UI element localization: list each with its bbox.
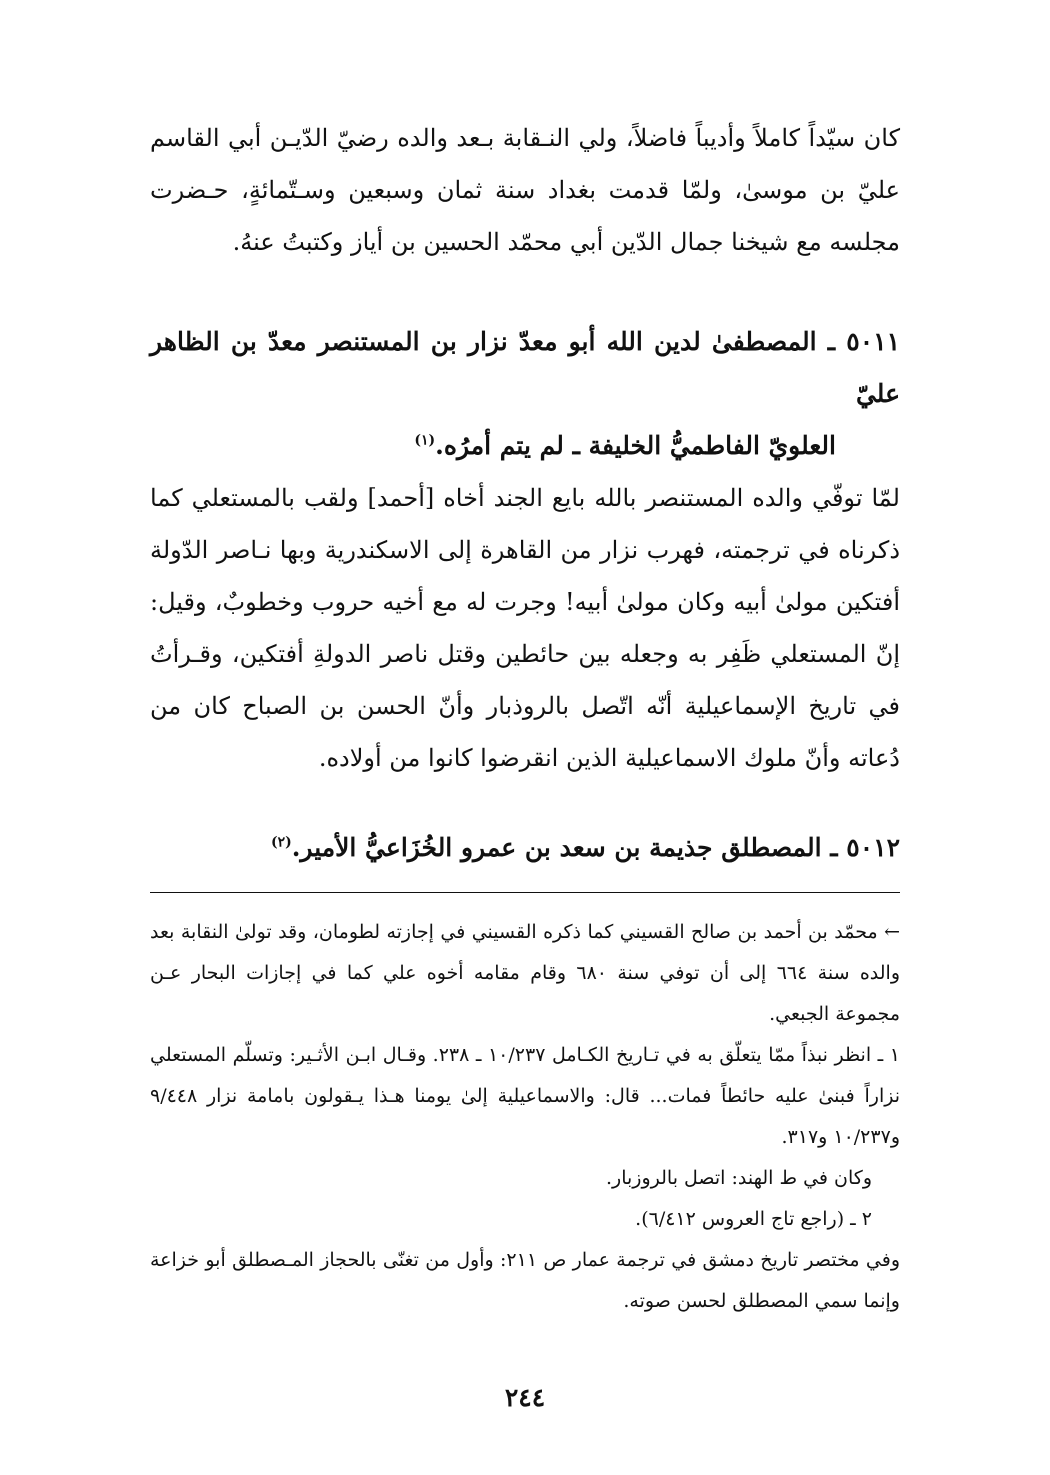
spacer [150, 784, 900, 822]
footnote-divider [150, 892, 900, 893]
intro-paragraph: كان سيّداً كاملاً وأديباً فاضلاً، ولي النـقابة بـعد والده رضيّ الدّيـن أبي القاسم عليّ بن موسىٰ، ولمّا قدمت بغداد سنة ثمان وسبعين وسـتّمائةٍ، حـضرت مجلسه مع شيخنا جمال الدّين أبي محمّد الحسين بن أياز وكتبتُ عنهُ. [150, 124, 900, 256]
entry-5012-heading-text: ٥٠١٢ ـ المصطلق جذيمة بن سعد بن عمرو الخُزَاعيُّ الأمير. [291, 833, 900, 862]
footnote-2: ٢ ـ (راجع تاج العروس ٦/٤١٢). [635, 1208, 872, 1230]
footnote-continuation: ← محمّد بن أحمد بن صالح القسيني كما ذكره القسيني في إجازته لطومان، وقد تولىٰ النقابة بعد والده سنة ٦٦٤ إلى أن توفي سنة ٦٨٠ وقام مقامه أخوه علي كما في إجازات البحار عـن مجموعة الجبعي. [150, 921, 901, 1025]
footnote-marker-2[interactable]: (٢) [270, 834, 292, 851]
spacer [150, 268, 900, 316]
entry-5011-heading-line2-wrap [150, 420, 900, 472]
entry-5011-heading-line2: العلويّ الفاطميُّ الخليفة ـ لم يتم أمرُه. [435, 431, 836, 460]
footnote-1-extra: وكان في ط الهند: اتصل بالروزبار. [605, 1167, 872, 1189]
entry-5011-heading [150, 316, 900, 472]
page-number: ٢٤٤ [504, 1383, 546, 1412]
footnote-marker-1[interactable]: (١) [414, 432, 436, 449]
entry-5011-heading-line1: ٥٠١١ ـ المصطفىٰ لدين الله أبو معدّ نزار بن المستنصر معدّ بن الظاهر عليّ [150, 327, 900, 408]
footnote-1: ١ ـ انظر نبذاً ممّا يتعلّق به في تـاريخ الكـامل ١٠/٢٣٧ ـ ٢٣٨. وقـال ابـن الأثـير: وتسلّم المستعلي نزاراً فبنىٰ عليه حائطاً فمات... قال: والاسماعيلية إلىٰ يومنا هـذا يـقولون بامامة نزار ٩/٤٤٨ و١٠/٢٣٧ و٣١٧. [150, 1044, 900, 1148]
footnotes [150, 912, 900, 1322]
footnote-2-extra: وفي مختصر تاريخ دمشق في ترجمة عمار ص ٢١١: وأول من تغنّى بالحجاز المـصطلق أبو خزاعة وإنما سمي المصطلق لحسن صوته. [150, 1249, 900, 1312]
entry-5011-body: لمّا توفّي والده المستنصر بالله بايع الجند أخاه [أحمد] ولقب بالمستعلي كما ذكرناه في ترجمته، فهرب نزار من القاهرة إلى الاسكندرية وبها نـاصر الدّولة أفتكين مولىٰ أبيه وكان مولىٰ أبيه! وجرت له مع أخيه حروب وخطوبٌ، وقيل: إنّ المستعلي ظَفِر به وجعله بين حائطين وقتل ناصر الدولةِ أفتكين، وقـرأتُ في تاريخ الإسماعيلية أنّه اتّصل بالروذبار وأنّ الحسن بن الصباح كان من دُعاته وأنّ ملوك الاسماعيلية الذين انقرضوا كانوا من أولاده. [150, 484, 901, 772]
entry-5012-heading [150, 822, 900, 874]
main-text [150, 112, 900, 874]
